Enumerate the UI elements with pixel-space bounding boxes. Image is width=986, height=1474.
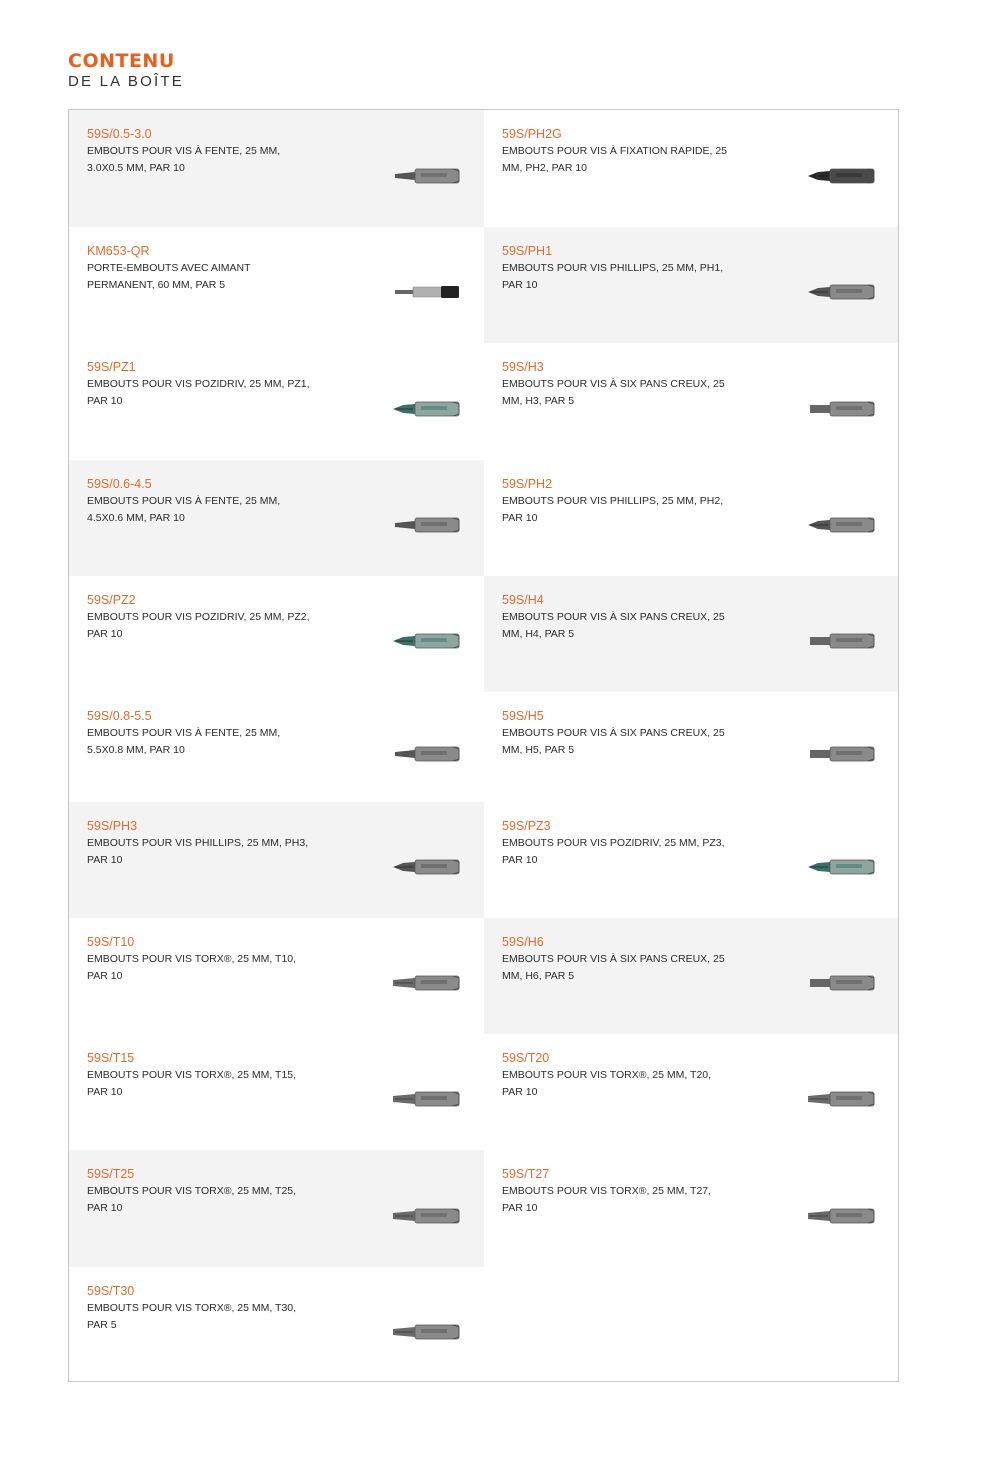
product-code: 59S/0.5-3.0 — [87, 127, 152, 141]
product-item — [69, 576, 484, 692]
description-line: EMBOUTS POUR VIS POZIDRIV, 25 MM, PZ3, — [502, 837, 725, 849]
description-line: PAR 10 — [502, 1201, 538, 1214]
phillips-bit-icon — [806, 281, 878, 303]
torx-bit-icon — [391, 1088, 463, 1110]
description-line: EMBOUTS POUR VIS À FENTE, 25 MM, — [87, 145, 281, 157]
torx-bit-icon — [806, 1088, 878, 1110]
description-line: PAR 5 — [87, 1318, 117, 1331]
hex-bit-icon — [806, 398, 878, 420]
slotted-bit-icon — [391, 165, 463, 187]
bit-holder-icon — [391, 281, 463, 303]
product-item — [484, 1034, 898, 1150]
description-line: MM, H4, PAR 5 — [502, 627, 575, 640]
product-item — [69, 918, 484, 1034]
description-line: PAR 10 — [87, 627, 123, 640]
product-item — [484, 460, 898, 576]
product-code: 59S/T27 — [502, 1167, 550, 1181]
description-line: PORTE-EMBOUTS AVEC AIMANT — [87, 262, 251, 274]
description-line: EMBOUTS POUR VIS POZIDRIV, 25 MM, PZ2, — [87, 611, 310, 623]
product-item — [484, 110, 898, 227]
product-item — [69, 343, 484, 460]
hex-bit-icon — [806, 972, 878, 994]
description-line: MM, H6, PAR 5 — [502, 969, 575, 982]
product-item — [69, 227, 484, 343]
product-item — [484, 802, 898, 918]
product-code: 59S/H3 — [502, 360, 544, 374]
product-code: 59S/H5 — [502, 709, 544, 723]
hex-bit-icon — [806, 743, 878, 765]
product-code: 59S/PH1 — [502, 244, 553, 258]
product-code: 59S/H4 — [502, 593, 544, 607]
torx-bit-icon — [391, 972, 463, 994]
product-code: 59S/PZ2 — [87, 593, 136, 607]
description-line: EMBOUTS POUR VIS À SIX PANS CREUX, 25 — [502, 378, 725, 390]
description-line: EMBOUTS POUR VIS À SIX PANS CREUX, 25 — [502, 727, 725, 739]
product-code: 59S/T15 — [87, 1051, 135, 1065]
product-item — [484, 1150, 898, 1267]
description-line: PAR 10 — [87, 853, 123, 866]
description-line: EMBOUTS POUR VIS À FIXATION RAPIDE, 25 — [502, 145, 728, 157]
product-item — [484, 343, 898, 460]
description-line: PAR 10 — [87, 394, 123, 407]
description-line: PAR 10 — [502, 278, 538, 291]
product-code: 59S/PZ1 — [87, 360, 136, 374]
description-line: EMBOUTS POUR VIS PHILLIPS, 25 MM, PH1, — [502, 262, 724, 274]
description-line: EMBOUTS POUR VIS À FENTE, 25 MM, — [87, 727, 281, 739]
description-line: EMBOUTS POUR VIS PHILLIPS, 25 MM, PH3, — [87, 837, 309, 849]
torx-bit-icon — [806, 1205, 878, 1227]
product-code: 59S/T30 — [87, 1284, 135, 1298]
pozidriv-bit-icon — [391, 630, 463, 652]
product-item — [69, 110, 484, 227]
product-code: 59S/PH3 — [87, 819, 138, 833]
description-line: MM, H3, PAR 5 — [502, 394, 575, 407]
description-line: PAR 10 — [502, 511, 538, 524]
product-code: 59S/T20 — [502, 1051, 550, 1065]
torx-bit-icon — [391, 1205, 463, 1227]
description-line: PAR 10 — [502, 1085, 538, 1098]
product-item — [484, 227, 898, 343]
phillips-bit-icon — [391, 856, 463, 878]
description-line: EMBOUTS POUR VIS TORX®, 25 MM, T10, — [87, 953, 297, 965]
product-item — [69, 692, 484, 802]
description-line: EMBOUTS POUR VIS TORX®, 25 MM, T20, — [502, 1069, 712, 1081]
description-line: EMBOUTS POUR VIS TORX®, 25 MM, T27, — [502, 1185, 712, 1197]
product-item — [69, 802, 484, 918]
description-line: PAR 10 — [87, 1085, 123, 1098]
section-title: CONTENU — [68, 50, 175, 72]
hex-bit-icon — [806, 630, 878, 652]
product-item — [69, 1034, 484, 1150]
phillips-dark-bit-icon — [806, 165, 878, 187]
description-line: EMBOUTS POUR VIS À SIX PANS CREUX, 25 — [502, 953, 725, 965]
box-contents-header — [68, 50, 184, 91]
product-code: KM653-QR — [87, 244, 150, 258]
description-line: EMBOUTS POUR VIS TORX®, 25 MM, T15, — [87, 1069, 297, 1081]
description-line: 5.5X0.8 MM, PAR 10 — [87, 743, 185, 756]
product-item — [69, 460, 484, 576]
product-code: 59S/T10 — [87, 935, 135, 949]
product-item — [484, 918, 898, 1034]
description-line: 4.5X0.6 MM, PAR 10 — [87, 511, 185, 524]
description-line: 3.0X0.5 MM, PAR 10 — [87, 161, 185, 174]
description-line: EMBOUTS POUR VIS TORX®, 25 MM, T25, — [87, 1185, 297, 1197]
product-code: 59S/H6 — [502, 935, 544, 949]
description-line: MM, H5, PAR 5 — [502, 743, 575, 756]
product-code: 59S/PH2 — [502, 477, 553, 491]
product-code: 59S/0.8-5.5 — [87, 709, 152, 723]
slotted-bit-icon — [391, 743, 463, 765]
description-line: PERMANENT, 60 MM, PAR 5 — [87, 278, 226, 291]
phillips-bit-icon — [806, 514, 878, 536]
description-line: PAR 10 — [502, 853, 538, 866]
pozidriv-bit-icon — [391, 398, 463, 420]
section-subtitle: DE LA BOÎTE — [68, 73, 184, 90]
product-code: 59S/PH2G — [502, 127, 562, 141]
description-line: PAR 10 — [87, 1201, 123, 1214]
product-item — [69, 1150, 484, 1267]
description-line: EMBOUTS POUR VIS À FENTE, 25 MM, — [87, 495, 281, 507]
product-code: 59S/T25 — [87, 1167, 135, 1181]
description-line: EMBOUTS POUR VIS POZIDRIV, 25 MM, PZ1, — [87, 378, 310, 390]
product-code: 59S/0.6-4.5 — [87, 477, 152, 491]
description-line: EMBOUTS POUR VIS PHILLIPS, 25 MM, PH2, — [502, 495, 724, 507]
description-line: EMBOUTS POUR VIS TORX®, 25 MM, T30, — [87, 1302, 297, 1314]
product-item — [484, 576, 898, 692]
product-item — [69, 1267, 484, 1383]
slotted-bit-icon — [391, 514, 463, 536]
product-code: 59S/PZ3 — [502, 819, 551, 833]
pozidriv-bit-icon — [806, 856, 878, 878]
contents-box — [68, 109, 899, 1382]
description-line: EMBOUTS POUR VIS À SIX PANS CREUX, 25 — [502, 611, 725, 623]
description-line: MM, PH2, PAR 10 — [502, 161, 587, 174]
product-item — [484, 692, 898, 802]
description-line: PAR 10 — [87, 969, 123, 982]
torx-bit-icon — [391, 1321, 463, 1343]
